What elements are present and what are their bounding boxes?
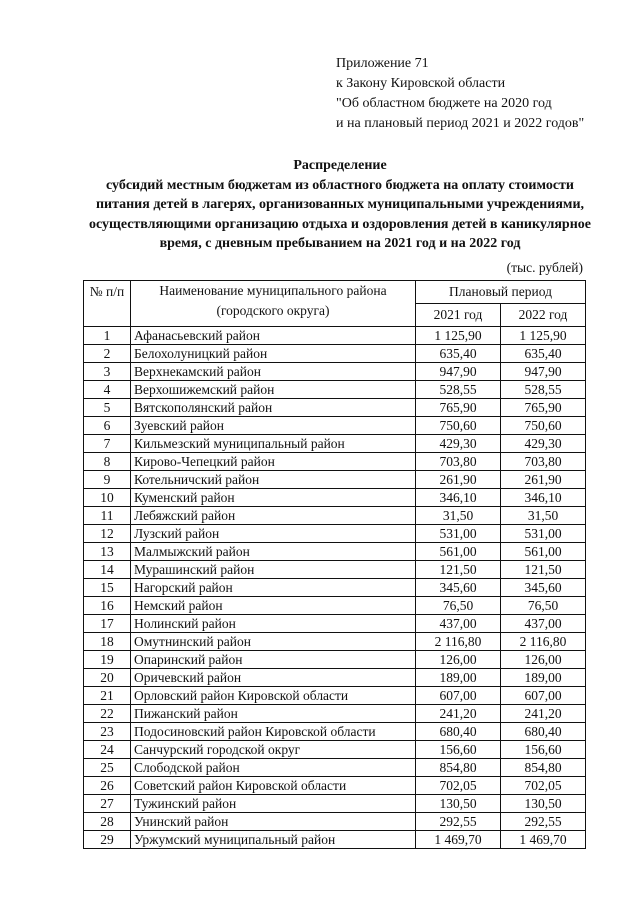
table-row [84,363,586,381]
header-name-line2: (городского округа) [216,303,330,318]
row-num: 15 [84,579,131,597]
value-2021: 31,50 [416,507,501,525]
value-2021: 703,80 [416,453,501,471]
table-row [84,633,586,651]
table-row [84,705,586,723]
table-row [84,471,586,489]
value-2022: 680,40 [501,723,586,741]
row-name: Опаринский район [131,651,416,669]
appendix-line: "Об областном бюджете на 2020 год [336,96,552,111]
value-2021: 531,00 [416,525,501,543]
row-name: Орловский район Кировской области [131,687,416,705]
title-line: питания детей в лагерях, организованных муниципальными учреждениями, [95,197,585,212]
row-num: 22 [84,705,131,723]
row-num: 6 [84,417,131,435]
row-num: 17 [84,615,131,633]
table-row [84,417,586,435]
row-name: Вятскополянский район [131,399,416,417]
table-row [84,381,586,399]
value-2021: 126,00 [416,651,501,669]
row-name: Верхнекамский район [131,363,416,381]
header-name [131,281,416,327]
row-num: 16 [84,597,131,615]
row-name: Пижанский район [131,705,416,723]
row-num: 21 [84,687,131,705]
row-name: Котельничский район [131,471,416,489]
row-num: 8 [84,453,131,471]
table-row [84,435,586,453]
document-title [60,156,620,254]
value-2022: 1 125,90 [501,327,586,345]
value-2021: 2 116,80 [416,633,501,651]
row-name: Лебяжский район [131,507,416,525]
row-name: Кильмезский муниципальный район [131,435,416,453]
value-2021: 854,80 [416,759,501,777]
row-num: 2 [84,345,131,363]
value-2022: 528,55 [501,381,586,399]
row-name: Мурашинский район [131,561,416,579]
table-row [84,597,586,615]
value-2022: 531,00 [501,525,586,543]
row-num: 18 [84,633,131,651]
appendix-header [336,54,584,134]
value-2022: 241,20 [501,705,586,723]
row-name: Подосиновский район Кировской области [131,723,416,741]
header-2022: 2022 год [501,304,586,327]
table-row [84,615,586,633]
row-num: 25 [84,759,131,777]
table-row [84,453,586,471]
value-2022: 130,50 [501,795,586,813]
row-name: Тужинский район [131,795,416,813]
table-row [84,687,586,705]
value-2022: 292,55 [501,813,586,831]
value-2022: 703,80 [501,453,586,471]
row-name: Афанасьевский район [131,327,416,345]
row-num: 19 [84,651,131,669]
value-2021: 1 125,90 [416,327,501,345]
value-2021: 750,60 [416,417,501,435]
value-2021: 429,30 [416,435,501,453]
row-num: 1 [84,327,131,345]
subsidy-table [83,280,586,849]
row-num: 10 [84,489,131,507]
value-2021: 607,00 [416,687,501,705]
table-row [84,759,586,777]
row-num: 11 [84,507,131,525]
value-2021: 702,05 [416,777,501,795]
row-num: 14 [84,561,131,579]
value-2021: 292,55 [416,813,501,831]
table-row [84,741,586,759]
value-2021: 156,60 [416,741,501,759]
table-row [84,777,586,795]
value-2021: 121,50 [416,561,501,579]
row-num: 24 [84,741,131,759]
row-num: 5 [84,399,131,417]
row-num: 26 [84,777,131,795]
header-period: Плановый период [416,281,586,304]
title-line: осуществляющими организацию отдыха и оздоровления детей в каникулярное [88,216,591,232]
row-name: Советский район Кировской области [131,777,416,795]
value-2021: 680,40 [416,723,501,741]
value-2022: 156,60 [501,741,586,759]
title-line: Распределение [293,158,387,173]
table-row [84,813,586,831]
value-2022: 121,50 [501,561,586,579]
table-row [84,723,586,741]
row-name: Нагорский район [131,579,416,597]
value-2022: 635,40 [501,345,586,363]
row-num: 20 [84,669,131,687]
value-2021: 76,50 [416,597,501,615]
table-row [84,543,586,561]
row-name: Слободской район [131,759,416,777]
row-name: Унинский район [131,813,416,831]
row-name: Куменский район [131,489,416,507]
value-2021: 346,10 [416,489,501,507]
value-2022: 854,80 [501,759,586,777]
row-num: 7 [84,435,131,453]
value-2022: 702,05 [501,777,586,795]
value-2021: 130,50 [416,795,501,813]
value-2021: 635,40 [416,345,501,363]
header-2021: 2021 год [416,304,501,327]
value-2021: 561,00 [416,543,501,561]
value-2022: 750,60 [501,417,586,435]
row-num: 9 [84,471,131,489]
row-name: Кирово-Чепецкий район [131,453,416,471]
appendix-line: и на плановый период 2021 и 2022 годов" [336,116,585,131]
table-row [84,579,586,597]
value-2022: 429,30 [501,435,586,453]
table-row [84,507,586,525]
row-name: Немский район [131,597,416,615]
value-2022: 765,90 [501,399,586,417]
table-row [84,327,586,345]
table-row [84,489,586,507]
unit-label: (тыс. рублей) [506,260,583,275]
table-row [84,399,586,417]
row-num: 29 [84,831,131,849]
row-name: Лузский район [131,525,416,543]
value-2022: 345,60 [501,579,586,597]
row-num: 12 [84,525,131,543]
value-2022: 947,90 [501,363,586,381]
row-name: Зуевский район [131,417,416,435]
value-2021: 189,00 [416,669,501,687]
table-row [84,795,586,813]
value-2022: 2 116,80 [501,633,586,651]
row-name: Санчурский городской округ [131,741,416,759]
value-2022: 31,50 [501,507,586,525]
table-row [84,345,586,363]
value-2021: 437,00 [416,615,501,633]
value-2022: 261,90 [501,471,586,489]
value-2021: 261,90 [416,471,501,489]
row-name: Верхошижемский район [131,381,416,399]
table-row [84,831,586,849]
value-2021: 765,90 [416,399,501,417]
header-name-line1: Наименование муниципального района [159,283,387,298]
value-2022: 126,00 [501,651,586,669]
value-2022: 607,00 [501,687,586,705]
value-2022: 189,00 [501,669,586,687]
value-2021: 241,20 [416,705,501,723]
value-2021: 345,60 [416,579,501,597]
row-name: Омутнинский район [131,633,416,651]
value-2022: 346,10 [501,489,586,507]
value-2022: 76,50 [501,597,586,615]
table-row [84,669,586,687]
row-name: Уржумский муниципальный район [131,831,416,849]
value-2022: 561,00 [501,543,586,561]
value-2022: 437,00 [501,615,586,633]
row-name: Нолинский район [131,615,416,633]
table-row [84,525,586,543]
table-row [84,561,586,579]
title-line: время, с дневным пребыванием на 2021 год и на 2022 год [159,236,521,251]
row-name: Оричевский район [131,669,416,687]
row-num: 4 [84,381,131,399]
row-num: 3 [84,363,131,381]
value-2022: 1 469,70 [501,831,586,849]
row-name: Белохолуницкий район [131,345,416,363]
header-num: № п/п [84,281,131,327]
value-2021: 528,55 [416,381,501,399]
appendix-line: Приложение 71 [336,56,429,71]
row-num: 13 [84,543,131,561]
table-row [84,651,586,669]
appendix-line: к Закону Кировской области [336,76,506,91]
row-num: 28 [84,813,131,831]
row-num: 27 [84,795,131,813]
value-2021: 947,90 [416,363,501,381]
value-2021: 1 469,70 [416,831,501,849]
row-num: 23 [84,723,131,741]
title-line: субсидий местным бюджетам из областного бюджета на оплату стоимости [105,177,574,193]
row-name: Малмыжский район [131,543,416,561]
